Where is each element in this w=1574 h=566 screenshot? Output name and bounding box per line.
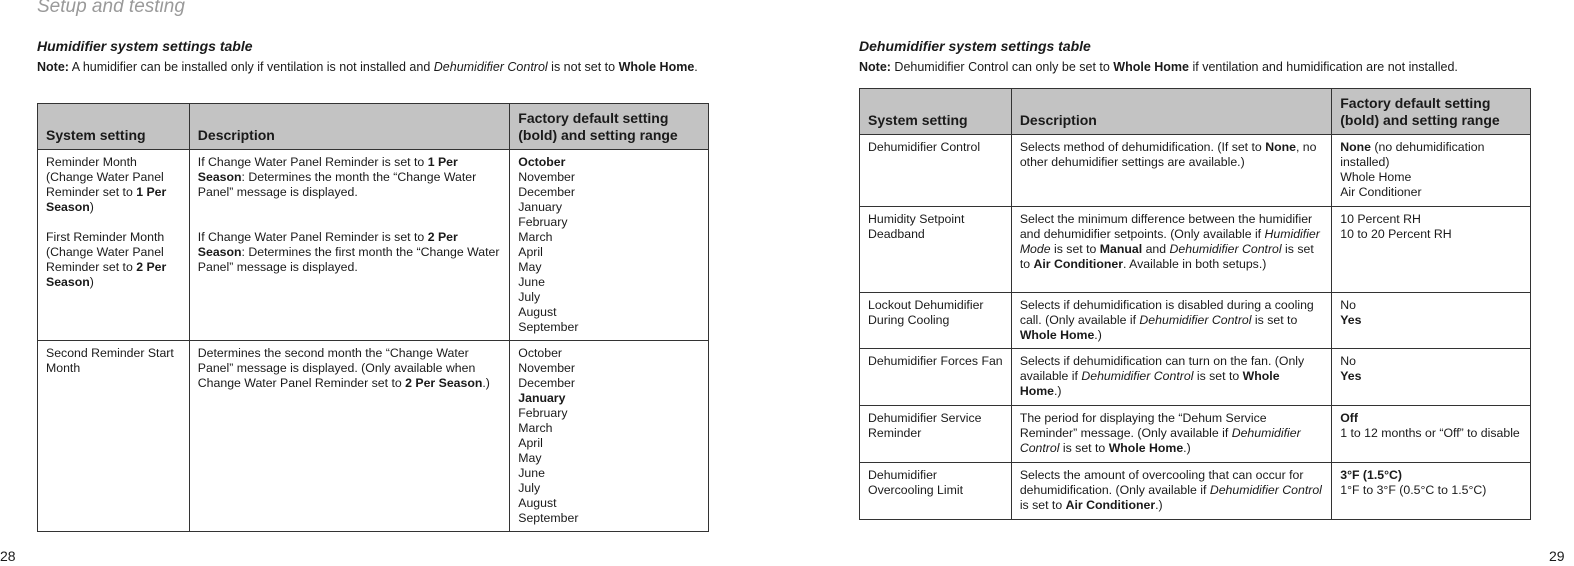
table-row [860,463,1531,520]
note-bold: Whole Home [1113,60,1189,74]
month-option: July [518,290,541,304]
cell-text: Determines the second month the “Change Water Panel” message is displayed. (Only available when Change Water Panel Reminder set to [197,346,476,390]
month-option: June [518,275,545,289]
dehumidifier-note [859,60,1532,75]
setting-cell: Second Reminder Start Month [38,341,190,532]
month-option: November [518,170,575,184]
cell-text: (no dehumidification installed) [1340,140,1485,169]
month-option: April [518,245,543,259]
header-system-setting: System setting [860,89,1012,135]
setting-cell: Humidity Setpoint Deadband [860,207,1012,293]
month-option: January [518,200,563,214]
table-row [860,349,1531,406]
note-text: . [694,60,698,74]
description-cell [189,150,509,341]
default-cell [1332,207,1531,293]
description-cell [1011,406,1331,463]
cell-bold: None [1265,140,1296,154]
range-option: 1°F to 3°F (0.5°C to 1.5°C) [1340,483,1487,497]
cell-text: is set to [1193,369,1243,383]
month-list [510,341,709,532]
month-option: March [518,421,553,435]
cell-italic: Humidifier Mode [1019,227,1320,256]
cell-text: is set to [1059,441,1109,455]
table-row [860,207,1531,293]
humidifier-note [37,60,710,75]
cell-bold: Whole Home [1019,328,1095,342]
cell-text: .) [1155,498,1163,512]
range-option: Off [1340,411,1358,425]
cell-text: : Determines the first month the “Change Water Panel” message is displayed. [197,245,500,274]
month-option: June [518,466,545,480]
month-option: February [518,215,568,229]
cell-bold: 2 Per Season [197,230,458,259]
range-option: 3°F (1.5°C) [1340,468,1403,482]
month-option: April [518,436,543,450]
description-cell [1011,207,1331,293]
default-cell [1332,406,1531,463]
cell-text: Reminder Month (Change Water Panel Reminder set to [46,155,164,199]
note-italic: Dehumidifier Control [433,60,548,74]
cell-bold: 1 Per Season [46,185,167,214]
range-option: Air Conditioner [1340,185,1422,199]
month-option: October [518,346,563,360]
note-label: Note: [37,60,69,74]
desc-one-per-season [198,155,501,200]
month-option: September [518,320,579,334]
cell-text: , no other dehumidifier settings are available.) [1019,140,1317,169]
setting-cell [38,150,190,341]
month-option: August [518,496,557,510]
description-cell [1011,349,1331,406]
cell-bold: Whole Home [1019,369,1280,398]
cell-bold: Whole Home [1108,441,1184,455]
description-cell [1011,135,1331,207]
humidifier-settings-table [37,103,709,532]
cell-text: .) [1183,441,1191,455]
cell-bold: Manual [1099,242,1143,256]
cell-bold: 1 Per Season [197,155,458,184]
note-text: A humidifier can be installed only if ventilation is not installed and [68,60,434,74]
cell-text: and [1142,242,1170,256]
cell-text: Selects if dehumidification is disabled during a cooling call. (Only available if [1019,298,1314,327]
cell-italic: Dehumidifier Control [1169,242,1282,256]
range-option: 10 Percent RH [1340,212,1421,226]
table-header-row [38,104,709,150]
cell-text: . Available in both setups.) [1123,257,1267,271]
description-cell [189,341,509,532]
cell-text: is set to [1019,242,1314,271]
cell-text: If Change Water Panel Reminder is set to [197,155,428,169]
header-system-setting: System setting [38,104,190,150]
cell-text: : Determines the month the “Change Water Panel” message is displayed. [197,170,477,199]
note-bold: Whole Home [618,60,695,74]
cell-text: is set to [1019,498,1066,512]
range-option: No [1340,298,1356,312]
note-text: is not set to [547,60,619,74]
range-option: Yes [1340,313,1362,327]
cell-text: First Reminder Month (Change Water Panel Reminder set to [46,230,165,274]
note-text: Dehumidifier Control can only be set to [890,60,1114,74]
cell-italic: Dehumidifier Control [1209,483,1322,497]
range-option: 10 to 20 Percent RH [1340,227,1452,241]
range-option: 1 to 12 months or “Off” to disable [1340,426,1520,440]
month-option: November [518,361,575,375]
cell-italic: Dehumidifier Control [1081,369,1194,383]
range-option: Yes [1340,369,1362,383]
month-option: May [518,451,542,465]
setting-cell: Dehumidifier Overcooling Limit [860,463,1012,520]
cell-bold: None [1340,140,1371,154]
cell-text: The period for displaying the “Dehum Service Reminder” message. (Only available if [1019,411,1267,440]
header-factory-default: Factory default setting (bold) and setting range [1332,89,1531,135]
cell-text: .) [482,376,490,390]
setting-cell: Dehumidifier Control [860,135,1012,207]
cell-text: ) [89,275,94,289]
section-header: Setup and testing [37,0,185,17]
range-option: No [1340,354,1356,368]
table-header-row [860,89,1531,135]
month-option: May [518,260,542,274]
note-text: if ventilation and humidification are not installed. [1189,60,1458,74]
cell-bold: 2 Per Season [405,376,483,390]
table-row [38,341,709,532]
cell-bold: Air Conditioner [1065,498,1156,512]
page-number-left: 28 [0,548,16,564]
month-option: July [518,481,541,495]
cell-text: is set to [1050,242,1100,256]
cell-text: is set to [1251,313,1298,327]
default-cell [1332,135,1531,207]
cell-text: ) [89,200,94,214]
cell-italic: Dehumidifier Control [1019,426,1301,455]
month-option: December [518,376,575,390]
header-description: Description [1011,89,1331,135]
month-option: September [518,511,579,525]
cell-text: Select the minimum difference between the humidifier and dehumidifier setpoints. (Only available if [1019,212,1313,241]
humidifier-table-title: Humidifier system settings table [37,38,253,54]
description-cell [1011,463,1331,520]
default-cell [1332,463,1531,520]
cell-text: .) [1094,328,1102,342]
table-row [860,135,1531,207]
cell-italic: Dehumidifier Control [1139,313,1252,327]
default-cell [1332,349,1531,406]
month-list [510,150,709,341]
setting-first-reminder-month [46,230,181,290]
default-cell [1332,293,1531,349]
month-option: December [518,185,575,199]
setting-reminder-month [46,155,181,215]
note-label: Note: [859,60,891,74]
dehumidifier-settings-table [859,88,1531,520]
header-description: Description [189,104,509,150]
default-value [1340,140,1522,170]
setting-cell: Dehumidifier Forces Fan [860,349,1012,406]
description-cell [1011,293,1331,349]
month-option: August [518,305,557,319]
cell-text: .) [1053,384,1062,398]
table-row [860,406,1531,463]
cell-bold: 2 Per Season [46,260,167,289]
dehumidifier-table-title: Dehumidifier system settings table [859,38,1091,54]
setting-cell: Lockout Dehumidifier During Cooling [860,293,1012,349]
cell-bold: Air Conditioner [1033,257,1123,271]
desc-two-per-season [198,230,501,275]
month-option: January [518,391,566,405]
cell-text: Selects method of dehumidification. (If set to [1019,140,1266,154]
month-option: October [518,155,566,169]
month-option: March [518,230,553,244]
page-number-right: 29 [1549,548,1565,564]
header-factory-default: Factory default setting (bold) and setting range [510,104,709,150]
range-option: Whole Home [1340,170,1412,184]
cell-text: If Change Water Panel Reminder is set to [197,230,428,244]
month-option: February [518,406,568,420]
cell-text: Selects the amount of overcooling that can occur for dehumidification. (Only available if [1019,468,1304,497]
table-row [38,150,709,341]
table-row [860,293,1531,349]
cell-text: Selects if dehumidification can turn on the fan. (Only available if [1019,354,1305,383]
setting-cell: Dehumidifier Service Reminder [860,406,1012,463]
